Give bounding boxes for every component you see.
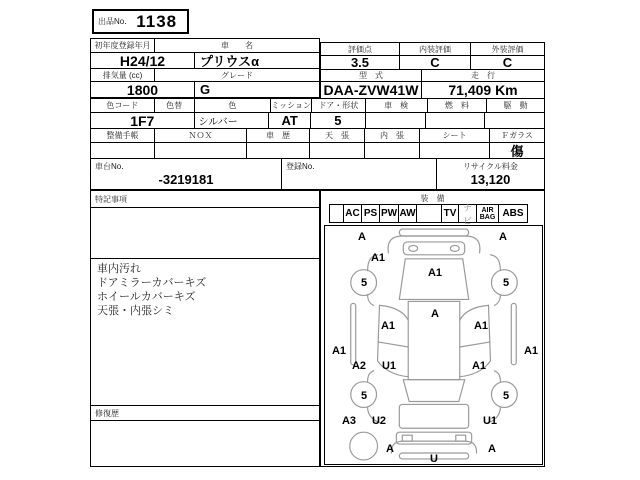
color-mission-block [90,98,545,129]
mileage-value: 71,409 Km [421,82,544,98]
damage-mark: 5 [502,277,510,289]
equipment-ps: PS [361,204,380,223]
maintenance-label: 整備手帳 [106,131,139,140]
damage-mark: A1 [331,345,347,357]
damage-mark: A [358,231,366,243]
damage-mark: A [386,443,394,455]
nox-label: ＮＯＸ [154,129,246,142]
lot-number-value: 1138 [136,11,178,31]
damage-mark: 5 [360,390,368,402]
fuel-label: 燃 料 [427,99,487,112]
note-line: 天張・内張シミ [97,305,174,317]
damage-mark: A1 [471,360,487,372]
seat-label: シート [419,129,489,142]
maintenance-value [91,143,154,158]
damage-mark: A1 [473,320,489,332]
equipment-navi: ナビ [458,204,477,223]
notes-column [90,190,320,467]
damage-mark: U1 [381,360,397,372]
mission-label: ミッション [271,101,311,110]
drive-label: 駆 動 [486,99,544,112]
doors-value: 5 [310,113,365,128]
interior-value: C [399,56,470,69]
damage-diagram [324,225,543,465]
displacement-label: 排気量 (cc) [102,70,143,80]
mission-value: AT [268,113,310,128]
color-value: シルバー [194,113,269,128]
damage-mark: A1 [523,345,539,357]
notes-label: 特記事項 [91,191,319,208]
grade-value: G [194,82,319,97]
seat-value [419,143,489,158]
damage-mark: A [499,231,507,243]
note-line: ドアミラーカバーキズ [97,277,207,289]
equipment-label: 装 備 [420,194,445,203]
damage-mark: A [431,308,439,320]
equipment-tv: TV [441,204,459,223]
mileage-label: 走 行 [421,70,544,81]
damage-mark: A1 [380,320,396,332]
regno-box [281,159,436,191]
equipment-airbag: AIR BAG [476,204,499,223]
interior-label: 内装評価 [399,43,470,55]
equipment-abs: ABS [498,204,528,223]
equipment-ac: AC [343,204,362,223]
recycle-box [436,159,544,191]
damage-mark: 5 [360,277,368,289]
color-change-label: 色替 [154,99,194,112]
fglass-value: 傷 [489,143,544,158]
damage-mark: U [430,453,438,465]
score-value: 3.5 [350,56,370,69]
repair-history-label: 修復歴 [91,406,319,421]
damage-mark: U2 [371,415,387,427]
car-name-label: 車 名 [154,39,319,52]
shaken-label: 車 検 [365,99,427,112]
lot-number-box [92,9,189,34]
note-line: 車内汚れ [97,263,141,275]
doors-label: ドア・形状 [311,99,365,112]
color-label: 色 [194,99,271,112]
lining-label: 内 張 [364,129,419,142]
lining-value [364,143,419,158]
drive-value [484,113,544,128]
history-label: 車 歴 [246,129,309,142]
vehicle-id-block [90,38,320,98]
ceiling-value [309,143,364,158]
ceiling-label: 天 張 [309,129,364,142]
damage-mark: U1 [482,415,498,427]
equipment-empty-box [329,204,344,223]
damage-mark: A1 [427,267,443,279]
reg-date-label: 初年度登録年月 [94,41,151,50]
model-mileage-block [320,69,545,99]
score-label: 評価点 [348,44,372,54]
damage-mark: A2 [351,360,367,372]
damage-mark: A [488,443,496,455]
grade-label: グレード [154,69,319,81]
damage-mark: 5 [502,390,510,402]
diagram-marks [325,226,542,464]
equipment-row [329,202,528,226]
model-value: DAA-ZVW41W [323,82,419,98]
lot-number-label: 出品No． [98,17,133,26]
exterior-value: C [470,56,544,69]
recycle-label: リサイクル料金 [463,162,518,171]
equipment-pw: PW [379,204,399,223]
chassis-label: 車台No． [95,162,130,171]
shaken-value [365,113,425,128]
displacement-value: 1800 [126,82,159,97]
note-line: ホイールカバーキズ [97,291,196,303]
regno-label: 登録No． [286,162,321,171]
nox-value [154,143,246,158]
car-name-value: プリウスα [194,53,319,68]
reg-date-value: H24/12 [119,53,166,68]
fglass-label: Ｆガラス [489,129,544,142]
chassis-box [91,159,281,191]
model-label: 型 式 [359,71,383,80]
damage-mark: A3 [341,415,357,427]
chassis-block [90,158,545,190]
color-code-value: 1F7 [130,113,155,128]
condition-block [90,128,545,159]
chassis-value: -3219181 [158,172,214,187]
recycle-value: 13,120 [470,172,511,187]
equipment-diagram-column [320,190,545,467]
equipment-empty-box [416,204,442,223]
exterior-label: 外装評価 [470,43,544,55]
color-code-label: 色コード [106,101,139,110]
notes-box [91,258,319,406]
history-value [246,143,309,158]
damage-mark: A1 [370,252,386,264]
equipment-aw: AW [398,204,417,223]
fuel-value [425,113,485,128]
evaluation-block [320,42,545,70]
